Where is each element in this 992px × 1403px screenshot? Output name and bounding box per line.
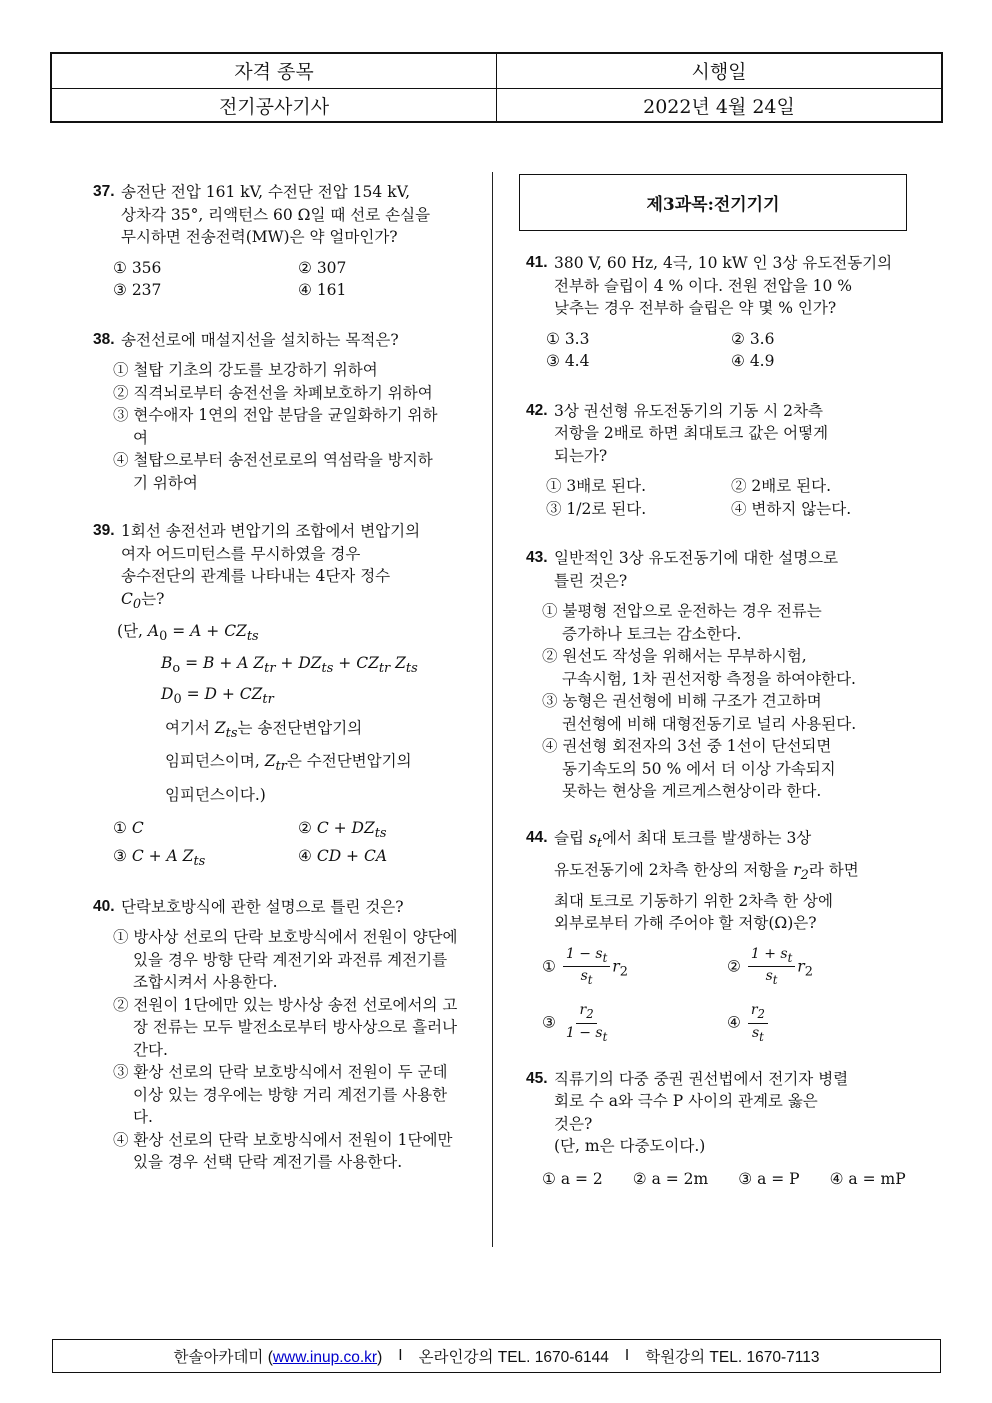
question-43-options (542, 600, 916, 803)
option[interactable]: ④ 변하지 않는다. (731, 499, 852, 518)
option[interactable]: ① a = 2 (542, 1169, 603, 1188)
option[interactable]: ① 방사상 선로의 단락 보호방식에서 전원이 양단에 있을 경우 방향 단락 계전기와 과전류 계전기를 조합시켜서 사용한다. (113, 928, 458, 992)
option[interactable]: ④ 161 (298, 281, 347, 299)
footer-offline-tel: 학원강의 TEL. 1670-7113 (645, 1349, 820, 1366)
question-stem: 송전선로에 매설지선을 설치하는 목적은? (121, 330, 399, 349)
column-divider (492, 172, 493, 1247)
question-45: 45. 직류기의 다중 중권 권선법에서 전기자 병렬 회로 수 a와 극수 P 사이의 관계로 옳은 것은? (단, m은 다중도이다.) (526, 1068, 916, 1158)
question-stem: 직류기의 다중 중권 권선법에서 전기자 병렬 회로 수 a와 극수 P 사이의 관계로 옳은 것은? (단, m은 다중도이다.) (554, 1069, 849, 1156)
option[interactable]: ① 356 (113, 258, 162, 277)
question-stem: 단락보호방식에 관한 설명으로 틀린 것은? (121, 897, 404, 916)
option[interactable]: ① 불평형 전압으로 운전하는 경우 전류는 증가하나 토크는 감소한다. (542, 602, 822, 643)
option[interactable]: ④ 철탑으로부터 송전선로로의 역섬락을 방지하기 위하여 (113, 451, 433, 492)
right-column (526, 252, 916, 1190)
left-column (93, 181, 478, 1174)
math-c0: $C_0$ (121, 589, 142, 612)
question-stem: 일반적인 3상 유도전동기에 대한 설명으로 틀린 것은? (554, 549, 839, 590)
question-37-options (113, 257, 478, 302)
option[interactable]: ④ a = mP (829, 1169, 906, 1188)
section-title-box: 제3과목:전기기기 (519, 174, 907, 231)
option[interactable]: ④ 권선형 회전자의 3선 중 1선이 단선되면 동기속도의 50 % 에서 더 이상 가속되지 못하는 현상을 게르게스현상이라 한다. (542, 737, 836, 800)
option[interactable]: ② 전원이 1단에만 있는 방사상 송전 선로에서의 고장 전류는 모두 발전소로부터 방사상으로 흘러나간다. (113, 995, 458, 1059)
question-39: 39. 1회선 송전선과 변압기의 조합에서 변압기의 여자 어드미턴스를 무시하였을 경우 송수전단의 관계를 나타내는 4단자 정수 $C_0$는? (단, $A_0 = A + CZ_{ts}$ $B_o = B + A$ $Z_{tr} + DZ_{ts} + CZ_{tr}$ $Z_{ts}$ $D_0 = D + CZ_{tr}$ 여기서 $Z_{ts}$는 송전단변압기의 임피던스이며, $Z_{tr}$은 수전단변압기의 임피던스이다.) (93, 520, 478, 807)
option[interactable]: ① 철탑 기초의 강도를 보강하기 위하여 (113, 361, 378, 379)
question-44-options (542, 945, 916, 1046)
option[interactable]: ② 직격뇌로부터 송전선을 차폐보호하기 위하여 (113, 383, 433, 402)
question-stem: 380 V, 60 Hz, 4극, 10 kW 인 3상 유도전동기의 전부하 슬립이 4 % 이다. 전원 전압을 10 % 낮추는 경우 전부하 슬립은 약 몇 % 인가? (554, 254, 893, 317)
option[interactable]: ④ $\frac{r_2}{s_t}$ (727, 1001, 912, 1046)
option[interactable]: ③ 237 (113, 281, 162, 299)
option[interactable]: ② 2배로 된다. (731, 477, 832, 495)
option[interactable]: ① $\frac{1 - s_t}{s_t}$ $r_2$ (542, 945, 628, 988)
footer-separator: I (398, 1347, 403, 1364)
option[interactable]: ④ CD + CA (298, 847, 388, 866)
question-41-options (546, 328, 916, 373)
footer (52, 1339, 941, 1373)
question-37: 37. 송전단 전압 161 kV, 수전단 전압 154 kV, 상차각 35°, 리액턴스 60 Ω일 때 선로 손실을 무시하면 전송전력(MW)은 약 얼마인가? (93, 181, 478, 249)
question-42: 42. 3상 권선형 유도전동기의 기동 시 2차측 저항을 2배로 하면 최대토크 값은 어떻게 되는가? (526, 400, 916, 468)
option[interactable]: ③ 환상 선로의 단락 보호방식에서 전원이 두 군데 이상 있는 경우에는 방향 거리 계전기를 사용한다. (113, 1063, 448, 1127)
question-41: 41. 380 V, 60 Hz, 4극, 10 kW 인 3상 유도전동기의 전부하 슬립이 4 % 이다. 전원 전압을 10 % 낮추는 경우 전부하 슬립은 약 몇 % 인가? (526, 252, 916, 320)
option[interactable]: ② 원선도 작성을 위해서는 무부하시험, 구속시험, 1차 권선저항 측정을 하여야한다. (542, 647, 856, 688)
question-42-options (546, 475, 916, 520)
footer-url-link[interactable]: www.inup.co.kr (272, 1349, 378, 1366)
question-38: 38. 송전선로에 매설지선을 설치하는 목적은? (93, 329, 478, 352)
option[interactable]: ① C (113, 818, 144, 837)
footer-academy: 한솔아카데미 (www.inup.co.kr) (173, 1349, 383, 1366)
option[interactable]: ③ 현수애자 1연의 전압 분담을 균일화하기 위하여 (113, 406, 438, 447)
option[interactable]: ③ 1/2로 된다. (546, 499, 647, 518)
option[interactable]: ② a = 2m (632, 1169, 709, 1188)
question-40: 40. 단락보호방식에 관한 설명으로 틀린 것은? (93, 896, 478, 919)
option[interactable]: ④ 4.9 (731, 352, 775, 370)
option[interactable]: ② $\frac{1 + s_t}{s_t}$ $r_2$ (727, 945, 813, 988)
option[interactable]: ③ $\frac{r_2}{1 - s_t}$ (542, 1002, 608, 1044)
question-45-options (542, 1168, 916, 1191)
header-date-value: 2022년 4월 24일 (496, 89, 941, 123)
option[interactable]: ① 3.3 (546, 329, 590, 348)
header-subject-value: 전기공사기사 (218, 95, 330, 118)
option[interactable]: ② 3.6 (731, 329, 775, 348)
footer-separator: I (624, 1347, 630, 1364)
option[interactable]: ③ 농형은 권선형에 비해 구조가 견고하며 권선형에 비해 대형전동기로 널리 사용된다. (542, 692, 857, 733)
option[interactable]: ② $C + DZ_{ts}$ (298, 818, 387, 841)
question-44: 44. 슬립 $s_t$에서 최대 토크를 발생하는 3상 유도전동기에 2차측 한상의 저항을 $r_2$라 하면 최대 토크로 기동하기 위한 2차측 한 상에 외부로부터 가해 주어야 할 저항(Ω)은? (526, 828, 859, 933)
header-label-date: 시행일 (496, 54, 941, 88)
option[interactable]: ④ 환상 선로의 단락 보호방식에서 전원이 1단에만 있을 경우 선택 단락 계전기를 사용한다. (113, 1130, 453, 1172)
question-stem: 1회선 송전선과 변압기의 조합에서 변압기의 여자 어드미턴스를 무시하였을 경우 송수전단의 관계를 나타내는 4단자 정수 (121, 522, 421, 585)
header-label-subject: 자격 종목 (234, 61, 314, 84)
exam-header-table (50, 52, 943, 123)
question-stem: 3상 권선형 유도전동기의 기동 시 2차측 저항을 2배로 하면 최대토크 값은 어떻게 되는가? (554, 401, 829, 465)
footer-online-tel: 온라인강의 TEL. 1670-6144 (418, 1349, 609, 1366)
question-40-options (113, 926, 458, 1174)
question-39-condition: (단, $A_0 = A + CZ_{ts}$ $B_o = B + A$ $Z_{tr} + DZ_{ts} + CZ_{tr}$ $Z_{ts}$ $D_0 = D + CZ_{tr}$ 여기서 $Z_{ts}$는 송전단변압기의 임피던스이며, $Z_{tr}$은 수전단변압기의 임피던스이다.) (117, 622, 418, 805)
question-39-options (113, 817, 478, 874)
option[interactable]: ③ a = P (738, 1169, 800, 1188)
option[interactable]: ① 3배로 된다. (546, 477, 647, 495)
question-38-options (113, 359, 443, 494)
option[interactable]: ③ C + A $Z_{ts}$ (113, 847, 206, 870)
option[interactable]: ② 307 (298, 258, 347, 277)
question-stem: 송전단 전압 161 kV, 수전단 전압 154 kV, 상차각 35°, 리액턴스 60 Ω일 때 선로 손실을 무시하면 전송전력(MW)은 약 얼마인가? (121, 183, 431, 246)
question-43: 43. 일반적인 3상 유도전동기에 대한 설명으로 틀린 것은? (526, 547, 916, 592)
option[interactable]: ③ 4.4 (546, 352, 590, 370)
